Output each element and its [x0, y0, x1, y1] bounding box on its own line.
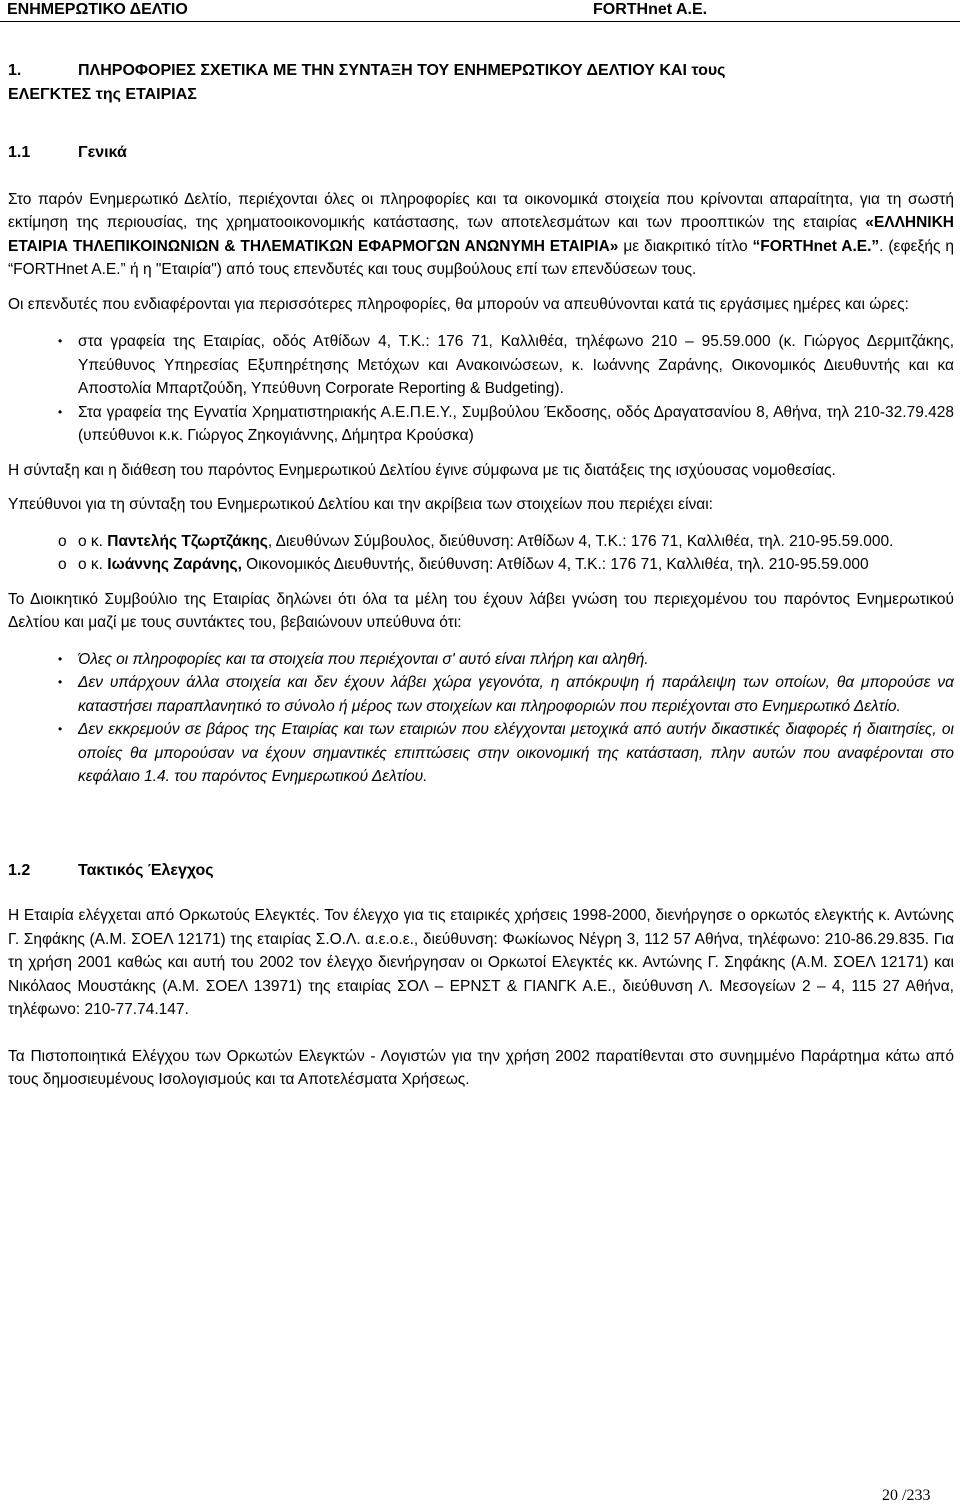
- bullet-icon: •: [58, 722, 63, 736]
- company-trade-name: “FORTHnet A.E.”: [752, 237, 880, 255]
- paragraph-text: Στο παρόν Ενημερωτικό Δελτίο, περιέχονται όλες οι πληροφορίες και τα οικονομικά στοιχεία που κρίνονται απαραίτητα, για τη σωστή εκτίμηση της περιουσίας, της χρηματοοικονομικής κατάστασης, των αποτελεσμάτων και των προοπτικών της εταιρίας: [8, 190, 954, 231]
- bullet-icon: •: [58, 404, 63, 419]
- bullet-icon: •: [58, 675, 63, 689]
- declaration-list: [8, 648, 954, 789]
- company-legal-name: «ΕΛΛΗΝΙΚΗ ΕΤΑΙΡΙΑ ΤΗΛΕΠΙΚΟΙΝΩΝΙΩΝ & ΤΗΛΕΜΑΤΙΚΩΝ ΕΦΑΡΜΟΓΩΝ ΑΝΩΝΥΜΗ ΕΤΑΙΡΙΑ»: [8, 214, 954, 255]
- person-prefix: ο κ.: [78, 532, 108, 550]
- paragraph-auditors: Η Εταιρία ελέγχεται από Ορκωτούς Ελεγκτές. Τον έλεγχο για τις εταιρικές χρήσεις 1998-2000, διενήργησε ο ορκωτός ελεγκτής κ. Αντώνης Γ. Σηφάκης (Α.Μ. ΣΟΕΛ 12171) της εταιρίας Σ.Ο.Λ. α.ε.ο.ε., διεύθυνση: Φωκίωνος Νέγρη 3, 112 57 Αθήνα, τηλέφωνο: 210-86.29.835. Για τη χρήση 2001 καθώς και αυτή του 2002 τον έλεγχο διενήργησαν οι Ορκωτοί Ελεγκτές κκ. Αντώνης Γ. Σηφάκης (Α.Μ. ΣΟΕΛ 12171) και Νικόλαος Μουστάκης (Α.Μ. ΣΟΕΛ 13971) της εταιρίας ΣΟΛ – ΕΡΝΣΤ & ΓΙΑΝΓΚ Α.Ε., διεύθυνση Λ. Μεσογείων 2 – 4, 115 27 Αθήνα, τηλέφωνο: 210-77.74.147.: [8, 907, 954, 1018]
- subsection-1-2-title: Τακτικός Έλεγχος: [78, 861, 214, 879]
- person-prefix: ο κ.: [78, 556, 108, 573]
- section-1-title-line1: ΠΛΗΡΟΦΟΡΙΕΣ ΣΧΕΤΙΚΑ ΜΕ ΤΗΝ ΣΥΝΤΑΞΗ ΤΟΥ ΕΝΗΜΕΡΩΤΙΚΟΥ ΔΕΛΤΙΟΥ ΚΑΙ τους: [78, 62, 726, 79]
- contact-text: στα γραφεία της Εταιρίας, οδός Ατθίδων 4, Τ.Κ.: 176 71, Καλλιθέα, τηλέφωνο 210 – 95.59.000 (κ. Γιώργος Δερμιτζάκης, Υπεύθυνος Υπηρεσίας Εξυπηρέτησης Μετόχων και Ανακοινώσεων, κ. Ιωάννης Ζαράνης, Οικονομικός Διευθυντής και κα Αποστολία Μπαρτζούδη, Υπεύθυνη Corporate Reporting & Budgeting).: [78, 333, 954, 397]
- list-item: [8, 671, 954, 718]
- paragraph-text: με διακριτικό τίτλο: [618, 237, 753, 255]
- subsection-1-1-number: 1.1: [8, 144, 31, 161]
- subsection-1-2-number: 1.2: [8, 861, 31, 879]
- bullet-icon: •: [58, 334, 63, 348]
- header-company-name: FORTHnet A.E.: [593, 1, 708, 18]
- person-details: , Διευθύνων Σύμβουλος, διεύθυνση: Ατθίδων 4, Τ.Κ.: 176 71, Καλλιθέα, τηλ. 210-95.59.000.: [267, 532, 894, 550]
- paragraph-responsible-persons: Υπεύθυνοι για τη σύνταξη του Ενημερωτικού Δελτίου και την ακρίβεια των στοιχείων που περιέχει είναι:: [8, 496, 713, 513]
- header-document-title: ΕΝΗΜΕΡΩΤΙΚΟ ΔΕΛΤΙΟ: [7, 1, 188, 18]
- running-header: [0, 0, 960, 22]
- paragraph-general-intro: [8, 188, 954, 282]
- circle-bullet-icon: o: [58, 556, 67, 573]
- section-1-heading: [8, 59, 954, 106]
- list-item: [8, 718, 954, 789]
- contact-text: Στα γραφεία της Εγνατία Χρηματιστηριακής Α.Ε.Π.Ε.Υ., Συμβούλου Έκδοσης, οδός Δραγατσανίου 8, Αθήνα, τηλ 210-32.79.428 (υπεύθυνοι κ.κ. Γιώργος Ζηκογιάννης, Δήμητρα Κρούσκα): [78, 403, 954, 444]
- page-body: [8, 59, 954, 1092]
- paragraph-investor-contact: Οι επενδυτές που ενδιαφέρονται για περισσότερες πληροφορίες, θα μπορούν να απευθύνονται κατά τις εργάσιμες ημέρες και ώρες:: [8, 295, 909, 313]
- subsection-1-2-heading: [8, 859, 954, 883]
- declaration-text: Δεν εκκρεμούν σε βάρος της Εταιρίας και των εταιριών που ελέγχονται μετοχικά από αυτήν δικαστικές διαφορές ή διαιτησίες, οι οποίες θα μπορούσαν να έχουν σημαντικές επιπτώσεις στην οικονομική της κατάσταση, πλην αυτών που αναφέρονται στο κεφάλαιο 1.4. του παρόντος Ενημερωτικού Δελτίου.: [78, 721, 954, 785]
- list-item: [8, 530, 954, 554]
- person-name: Ιωάννης Ζαράνης,: [107, 556, 242, 573]
- list-item: [8, 330, 954, 401]
- subsection-1-1-title: Γενικά: [78, 144, 127, 161]
- section-1-title-line2: ΕΛΕΓΚΤΕΣ της ΕΤΑΙΡΙΑΣ: [8, 85, 197, 103]
- person-details: Οικονομικός Διευθυντής, διεύθυνση: Ατθίδων 4, Τ.Κ.: 176 71, Καλλιθέα, τηλ. 210-95.59.000: [241, 556, 869, 573]
- paragraph-text: . (εφεξής η “FORTHnet A.E.” ή η "Εταιρία") από τους επενδυτές και τους συμβούλους επί των επενδύσεων τους.: [8, 237, 954, 278]
- responsible-list: [8, 530, 954, 577]
- section-1-number: 1.: [8, 62, 22, 79]
- subsection-1-1-heading: [8, 141, 954, 165]
- declaration-text: Δεν υπάρχουν άλλα στοιχεία και δεν έχουν λάβει χώρα γεγονότα, η απόκρυψη ή παράλειψη των οποίων, θα μπορούσε να καταστήσει παραπλανητικό το σύνολο ή μέρος των στοιχείων και πληροφοριών που περιέχονται στο Ενημερωτικό Δελτίο.: [78, 674, 954, 715]
- declaration-text: Όλες οι πληροφορίες και τα στοιχεία που περιέχονται σ' αυτό είναι πλήρη και αληθή.: [78, 650, 649, 668]
- circle-bullet-icon: o: [58, 532, 67, 550]
- contact-list: [8, 330, 954, 448]
- person-name: Παντελής Τζωρτζάκης: [107, 532, 268, 550]
- page-number: 20 /233: [882, 1487, 931, 1504]
- list-item: [8, 553, 954, 577]
- bullet-icon: •: [58, 651, 63, 666]
- list-item: [8, 401, 954, 448]
- paragraph-legal-compliance: Η σύνταξη και η διάθεση του παρόντος Ενημερωτικού Δελτίου έγινε σύμφωνα με τις διατάξεις της ισχύουσας νομοθεσίας.: [8, 461, 836, 479]
- paragraph-board-declaration: Το Διοικητικό Συμβούλιο της Εταιρίας δηλώνει ότι όλα τα μέλη του έχουν λάβει γνώση του περιεχομένου του παρόντος Ενημερωτικού Δελτίου και μαζί με τους συντάκτες του, βεβαιώνουν υπεύθυνα ότι:: [8, 590, 954, 631]
- paragraph-audit-certificates: Τα Πιστοποιητικά Ελέγχου των Ορκωτών Ελεγκτών - Λογιστών για την χρήση 2002 παρατίθενται στο συνημμένο Παράρτημα κάτω από τους δημοσιευμένους Ισολογισμούς και τα Αποτελέσματα Χρήσεως.: [8, 1047, 954, 1088]
- list-item: [8, 648, 954, 672]
